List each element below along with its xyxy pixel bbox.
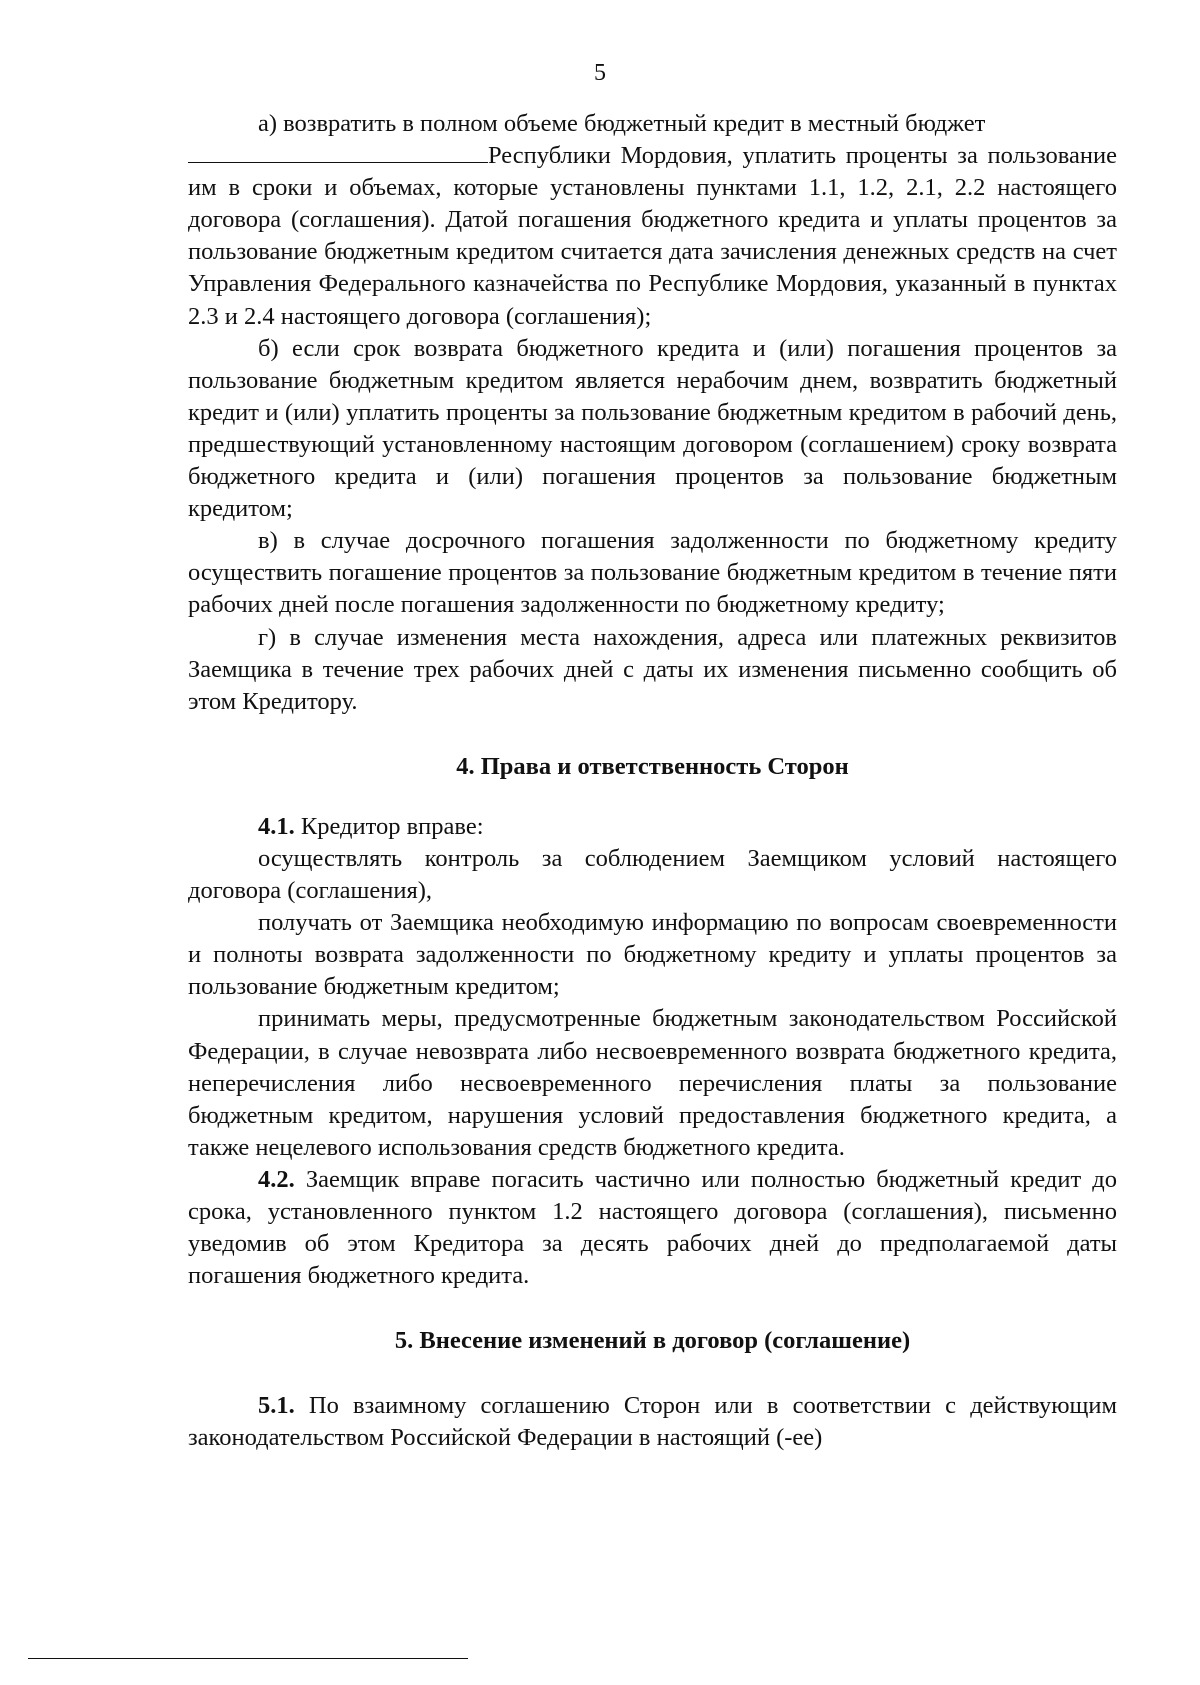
clause-5-1-text: По взаимному соглашению Сторон или в соответствии с действующим законодательством Российской Федерации в настоящий (-ее) [188, 1392, 1117, 1452]
clause-4-2-number: 4.2. [258, 1165, 295, 1193]
document-body [188, 108, 1117, 1455]
section-5-heading: 5. Внесение изменений в договор (соглашение) [394, 1327, 911, 1355]
page-number: 5 [594, 60, 606, 86]
clause-5-1-number: 5.1. [258, 1392, 295, 1420]
clause-4-1-text: Кредитор вправе: [294, 812, 484, 840]
clause-4-1-number: 4.1. [258, 812, 295, 840]
paragraph-b: б) если срок возврата бюджетного кредита и (или) погашения процентов за пользование бюджетным кредитом является нерабочим днем, возвратить бюджетный кредит и (или) уплатить проценты за пользование бюджетным кредитом в рабочий день, предшествующий установленному настоящим договором (соглашением) сроку возврата бюджетного кредита и (или) погашения процентов за пользование бюджетным кредитом; [188, 334, 1117, 523]
spacer [188, 1357, 1117, 1390]
section-4-heading: 4. Права и ответственность Сторон [456, 752, 849, 780]
paragraph-a-line1: а) возвратить в полном объеме бюджетный кредит в местный бюджет [258, 110, 986, 137]
spacer [188, 783, 1117, 811]
paragraph-g: г) в случае изменения места нахождения, адреса или платежных реквизитов Заемщика в течение трех рабочих дней с даты их изменения письменно сообщить об этом Кредитору. [188, 623, 1117, 715]
clause-4-1-item-2: получать от Заемщика необходимую информацию по вопросам своевременности и полноты возврата задолженности по бюджетному кредиту и уплаты процентов за пользование бюджетным кредитом; [188, 909, 1117, 1001]
footnote-divider [28, 1658, 468, 1659]
paragraph-a [188, 140, 1117, 333]
fill-in-blank [188, 140, 488, 163]
clause-4-2 [188, 1164, 1117, 1292]
clause-5-1 [188, 1390, 1117, 1454]
clause-4-1-item-1: осуществлять контроль за соблюдением Заемщиком условий настоящего договора (соглашения), [188, 844, 1117, 905]
clause-4-2-text: Заемщик вправе погасить частично или полностью бюджетный кредит до срока, установленного пунктом 1.2 настоящего договора (соглашения), письменно уведомив об этом Кредитора за десять рабочих дней до предполагаемой даты погашения бюджетного кредита. [188, 1165, 1117, 1290]
clause-4-1 [188, 811, 1117, 843]
clause-4-1-item-3: принимать меры, предусмотренные бюджетным законодательством Российской Федерации, в случае невозврата либо несвоевременного возврата бюджетного кредита, неперечисления либо несвоевременного перечисления платы за пользование бюджетным кредитом, нарушения условий предоставления бюджетного кредита, а также нецелевого использования средств бюджетного кредита. [188, 1005, 1117, 1161]
paragraph-v: в) в случае досрочного погашения задолженности по бюджетному кредиту осуществить погашение процентов за пользование бюджетным кредитом в течение пяти рабочих дней после погашения задолженности по бюджетному кредиту; [188, 527, 1117, 619]
spacer [188, 718, 1117, 751]
paragraph-a-text: Республики Мордовия, уплатить проценты за пользование им в сроки и объемах, которые установлены пунктами 1.1, 1.2, 2.1, 2.2 настоящего договора (соглашения). Датой погашения бюджетного кредита и уплаты процентов за пользование бюджетным кредитом считается дата зачисления денежных средств на счет Управления Федерального казначейства по Республике Мордовия, указанный в пунктах 2.3 и 2.4 настоящего договора (соглашения); [188, 142, 1117, 330]
spacer [188, 1292, 1117, 1325]
